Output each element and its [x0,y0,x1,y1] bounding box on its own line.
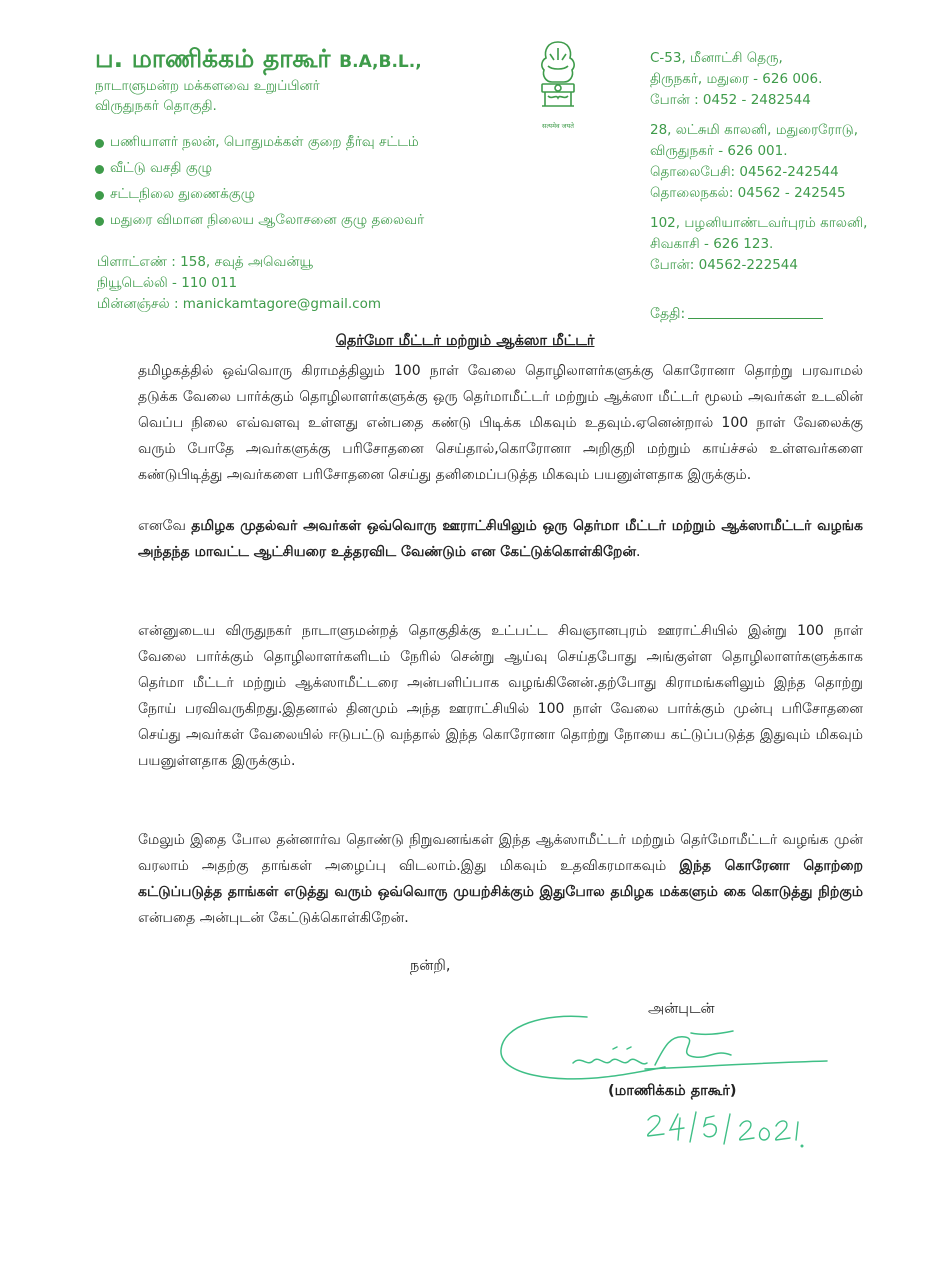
signer-name: (மாணிக்கம் தாகூர்) [608,1083,737,1099]
committee-item: மதுரை விமான நிலைய ஆலோசனை குழு தலைவர் [95,208,424,234]
degree-text: B.A,B.L., [339,52,422,72]
letter-subject: தெர்மோ மீட்டர் மற்றும் ஆக்ஸா மீட்டர் [335,333,595,349]
thanks-text: நன்றி, [410,958,451,974]
emblem-motto: सत्यमेव जयते [542,122,574,130]
paragraph-1: தமிழகத்தில் ஒவ்வொரு கிராமத்திலும் 100 நாள் வேலை தொழிலாளர்களுக்கு கொரோனா தொற்று பரவாமல் தடுக்க வேலை பார்க்கும் தொழிலாளர்களுக்கு ஒரு தெர்மாமீட்டர் மற்றும் ஆக்ஸா மீட்டர் மூலம் அவர்கள் உடலின் வெப்ப நிலை எவ்வளவு உள்ளது என்பதை கண்டு பிடிக்க மிகவும் உதவும்.ஏனென்றால் 100 நாள் வேலைக்கு வரும் போதே அவர்களுக்கு பரிசோதனை செய்தால்,கொரோனா அறிகுறி மற்றும் காய்ச்சல் உள்ளவர்களை கண்டுபிடித்து அவர்களை பரிசோதனை செய்து தனிமைப்படுத்த மிகவும் பயனுள்ளதாக இருக்கும். [138,363,863,483]
closing-text: அன்புடன் [648,1001,715,1017]
committee-item: சட்டநிலை துணைக்குழு [95,182,424,208]
address-sivakasi: 102, பழனியாண்டவர்புரம் காலனி, சிவகாசி - 626 123. போன்: 04562-222544 [650,215,868,273]
paragraph-4: மேலும் இதை போல தன்னார்வ தொண்டு நிறுவனங்கள் இந்த ஆக்ஸாமீட்டர் மற்றும் தெர்மோமீட்டர் வழங்க முன் வரலாம் அதற்கு தாங்கள் அழைப்பு விடலாம்.இது மிகவும் உதவிகரமாகவும் இந்த கொரேனா தொற்றை கட்டுப்படுத்த தாங்கள் எடுத்து வரும் ஒவ்வொரு முயற்சிக்கும் இதுபோல தமிழக மக்களும் கை கொடுத்து நிற்கும் என்பதை அன்புடன் கேட்டுக்கொள்கிறேன். [138,832,864,926]
bullet-icon [95,165,104,174]
letterhead-name [95,44,422,77]
paragraph-2: எனவே தமிழக முதல்வர் அவர்கள் ஒவ்வொரு ஊராட்சியிலும் ஒரு தெர்மா மீட்டர் மற்றும் ஆக்ஸாமீட்டர் வழங்க அந்தந்த மாவட்ட ஆட்சியரை உத்தரவிட வேண்டும் என கேட்டுக்கொள்கிறேன். [138,518,863,560]
national-emblem-icon [528,36,588,134]
address-virudhunagar: 28, லட்சுமி காலனி, மதுரைரோடு, விருதுநகர் - 626 001. தொலைபேசி: 04562-242544 தொலைநகல்: 04562 - 242545 [650,122,858,201]
committee-item: பணியாளர் நலன், பொதுமக்கள் குறை தீர்வு சட்டம் [95,130,424,156]
position-text: நாடாளுமன்ற மக்களவை உறுப்பினர் [95,78,320,94]
handwritten-date-image [640,1108,810,1158]
paragraph-3: என்னுடைய விருதுநகர் நாடாளுமன்றத் தொகுதிக்கு உட்பட்ட சிவஞானபுரம் ஊராட்சியில் இன்று 100 நாள் வேலை பார்க்கும் தொழிலாளர்களிடம் நேரில் சென்று ஆய்வு செய்தபோது அங்குள்ள தொழிலாளர்களுக்காக தெர்மா மீட்டர் மற்றும் ஆக்ஸாமீட்டரை அன்பளிப்பாக வழங்கினேன்.தற்போது கிராமங்களிலும் இந்த தொற்று நோய் பரவிவருகிறது.இதனால் தினமும் அந்த ஊராட்சியில் 100 நாள் வேலை பார்க்கும் முன்பு பரிசோதனை செய்து அவர்கள் வேலையில் ஈடுபட்டு வந்தால் இந்த கொரோனா தொற்று நோயை கட்டுப்படுத்த இதுவும் மிகவும் பயனுள்ளதாக இருக்கும். [138,623,863,769]
date-label: தேதி: [650,306,686,322]
address-madurai: C-53, மீனாட்சி தெரு, திருநகர், மதுரை - 626 006. போன் : 0452 - 2482544 [650,50,823,108]
handwritten-date-text: 24/5/2021 [640,1108,646,1109]
date-line [688,318,823,319]
signature-image [495,1005,835,1090]
committee-item: வீட்டு வசதி குழு [95,156,424,182]
bullet-icon [95,191,104,200]
committee-list [95,130,424,234]
name-text: ப. மாணிக்கம் தாகூர் [95,44,331,73]
bullet-icon [95,139,104,148]
constituency-text: விருதுநகர் தொகுதி. [95,98,217,114]
delhi-address: பிளாட்எண் : 158, சவுத் அவென்யூ நியூடெல்லி - 110 011 மின்னஞ்சல் : manickamtagore@gmail.com [97,252,381,315]
bullet-icon [95,217,104,226]
email-text: மின்னஞ்சல் : manickamtagore@gmail.com [97,296,382,312]
